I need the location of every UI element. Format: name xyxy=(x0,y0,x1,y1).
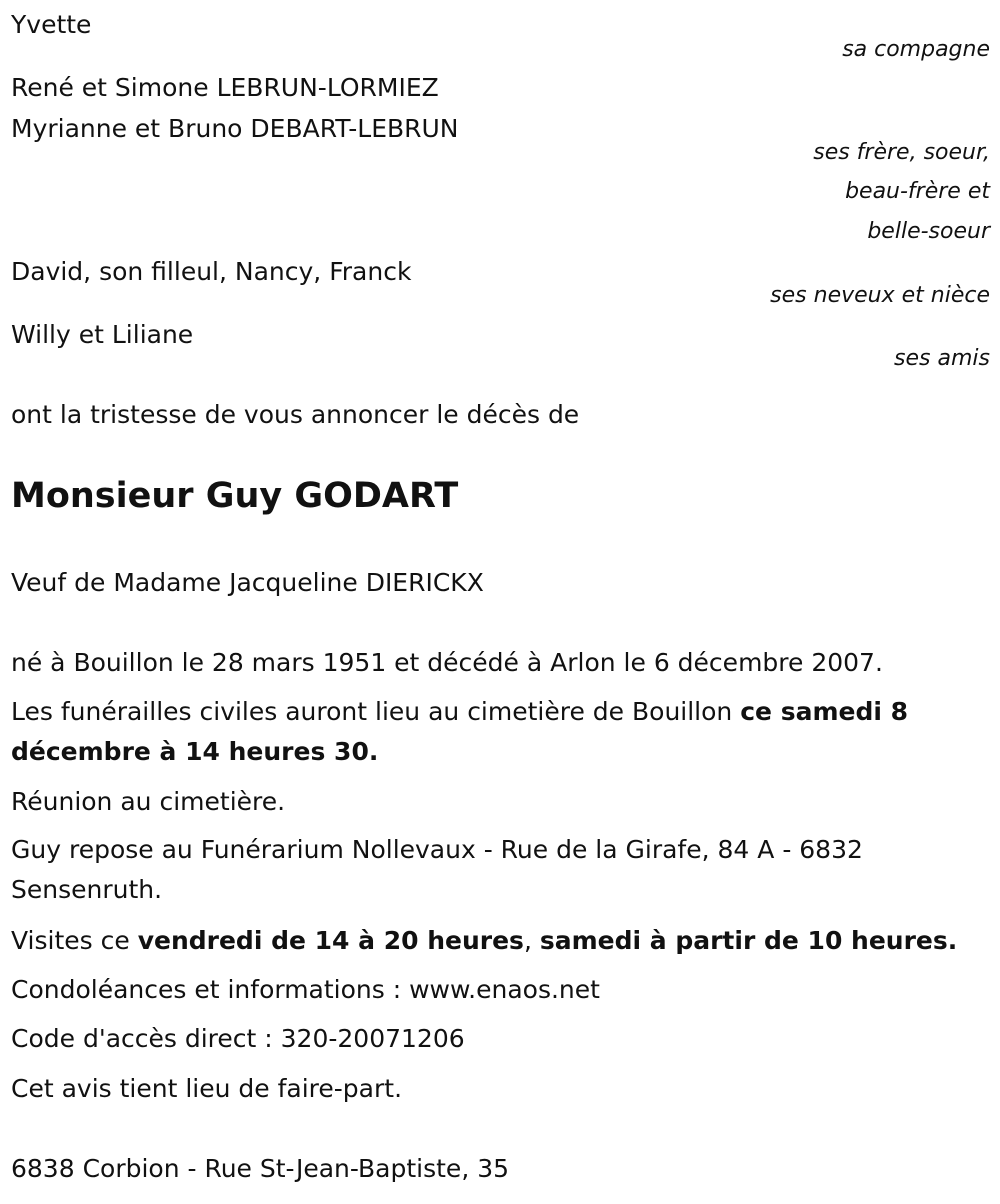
nephews-names: David, son filleul, Nancy, Franck xyxy=(11,257,412,286)
funeral-date: ce samedi 8 décembre à 14 heures 30. xyxy=(11,697,909,766)
deceased-name: Monsieur Guy GODART xyxy=(11,476,459,516)
condolences-line: Condoléances et informations : www.enaos.net xyxy=(11,975,600,1004)
siblings-line-1: René et Simone LEBRUN-LORMIEZ xyxy=(11,73,439,102)
funeral-paragraph xyxy=(11,692,986,772)
siblings-role-3: belle-soeur xyxy=(867,219,990,244)
funeral-text: Les funérailles civiles auront lieu au cimetière de Bouillon xyxy=(11,697,741,726)
birth-death-line: né à Bouillon le 28 mars 1951 et décédé à Arlon le 6 décembre 2007. xyxy=(11,648,883,677)
address-line: 6838 Corbion - Rue St-Jean-Baptiste, 35 xyxy=(11,1154,510,1183)
rest-place: Guy repose au Funérarium Nollevaux - Rue de la Girafe, 84 A - 6832 Sensenruth. xyxy=(11,835,863,904)
friends-role: ses amis xyxy=(894,346,990,371)
visits-separator: , xyxy=(523,926,540,955)
announcement-intro: ont la tristesse de vous annoncer le décès de xyxy=(11,400,580,429)
siblings-line-2: Myrianne et Bruno DEBART-LEBRUN xyxy=(11,114,459,143)
visits-prefix: Visites ce xyxy=(11,926,138,955)
visits-saturday: samedi à partir de 10 heures. xyxy=(539,926,958,955)
meeting-line: Réunion au cimetière. xyxy=(11,787,286,816)
companion-name: Yvette xyxy=(11,10,92,39)
notice-line: Cet avis tient lieu de faire-part. xyxy=(11,1074,403,1103)
siblings-role-1: ses frère, soeur, xyxy=(813,140,990,165)
visits-line xyxy=(11,926,957,956)
companion-role: sa compagne xyxy=(842,37,990,62)
nephews-role: ses neveux et nièce xyxy=(770,283,990,308)
siblings-role-2: beau-frère et xyxy=(845,179,990,204)
visits-friday: vendredi de 14 à 20 heures xyxy=(137,926,524,955)
widower-of: Veuf de Madame Jacqueline DIERICKX xyxy=(11,568,484,597)
friends-names: Willy et Liliane xyxy=(11,320,194,349)
access-code-line: Code d'accès direct : 320-20071206 xyxy=(11,1024,465,1053)
